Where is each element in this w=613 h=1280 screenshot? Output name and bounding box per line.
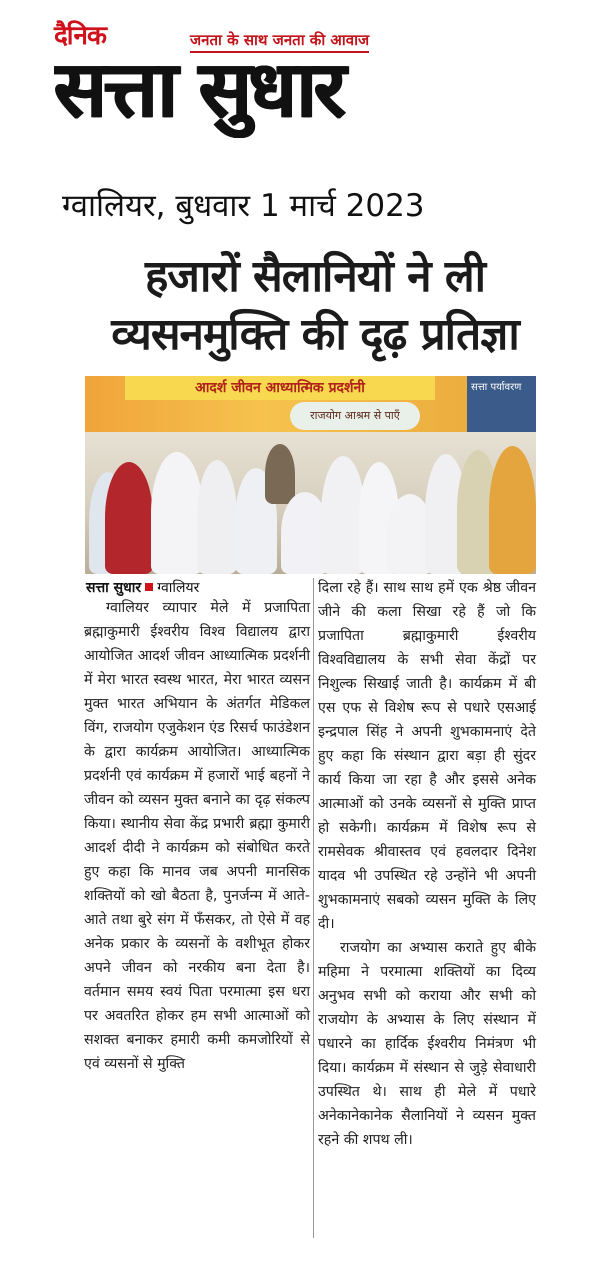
article-headline — [40, 248, 590, 364]
byline-source: सत्ता सुधार — [86, 580, 142, 596]
photo-sign-text: राजयोग आश्रम से पाएँ — [290, 402, 420, 430]
byline-place: ग्वालियर — [157, 580, 200, 596]
article-paragraph: ग्वालियर व्यापार मेले में प्रजापिता ब्रह्माकुमारी ईश्वरीय विश्व विद्यालय द्वारा आयोजित आदर्श जीवन आध्यात्मिक प्रदर्शनी में मेरा भारत स्वस्थ भारत, मेरा भारत व्यसन मुक्त भारत अभियान के अंतर्गत मेडिकल विंग, राजयोग एजुकेशन एंड रिसर्च फाउंडेशन के द्वारा कार्यक्रम आयोजित। आध्यात्मिक प्रदर्शनी एवं कार्यक्रम में हजारों भाई बहनों ने जीवन को व्यसन मुक्त बनाने का दृढ़ संकल्प किया। स्थानीय सेवा केंद्र प्रभारी ब्रह्मा कुमारी आदर्श दीदी ने कार्यक्रम को संबोधित करते हुए कहा कि मानव जब अपनी मानसिक शक्तियों को खो बैठता है, पुनर्जन्म में आते-आते तथा बुरे संग में फँसकर, तो ऐसे में वह अनेक प्रकार के व्यसनों के वशीभूत होकर अपने जीवन को नरकीय बना देता है। वर्तमान समय स्वयं पिता परमात्मा इस धरा पर अवतरित होकर हम सभी आत्माओं को सशक्त बनाकर हमारी कमी कमजोरियों से एवं व्यसनों से मुक्ति — [84, 600, 310, 1072]
article-column-right — [318, 576, 536, 1152]
newspaper-name: सत्ता सुधार — [54, 45, 343, 135]
article-paragraph: राजयोग का अभ्यास कराते हुए बीके महिमा ने परमात्मा शक्तियों का दिव्य अनुभव सभी को कराया और सभी को राजयोग के अभ्यास के लिए संस्थान में पधारने का हार्दिक ईश्वरीय निमंत्रण भी दिया। कार्यक्रम में संस्थान से जुड़े सेवाधारी उपस्थित थे। साथ ही मेले में पधारे अनेकानेकानेक सैलानियों ने व्यसन मुक्त रहने की शपथ ली। — [318, 940, 536, 1148]
dateline: ग्वालियर, बुधवार 1 मार्च 2023 — [62, 188, 425, 224]
person-figure — [265, 444, 295, 504]
person-figure — [105, 462, 153, 574]
photo-crowd — [85, 432, 536, 574]
photo-side-board: सत्ता पर्यावरण — [467, 376, 536, 432]
byline — [86, 578, 199, 597]
person-figure — [151, 452, 203, 574]
article-paragraph: दिला रहे हैं। साथ साथ हमें एक श्रेष्ठ जीवन जीने की कला सिखा रहे हैं जो कि प्रजापिता ब्रह्माकुमारी ईश्वरीय विश्वविद्यालय के सभी सेवा केंद्रों पर निशुल्क सिखाई जाती है। कार्यक्रम में बी एस एफ से विशेष रूप से पधारे एसआई इन्द्रपाल सिंह ने अपनी शुभकामनाएं देते हुए कहा कि संस्थान द्वारा बड़ा ही सुंदर कार्य किया जा रहा है और इससे अनेक आत्माओं को उनके व्यसनों से मुक्ति प्राप्त हो सकेगी। कार्यक्रम में विशेष रूप से रामसेवक श्रीवास्तव एवं हवलदार दिनेश यादव भी उपस्थित रहे उन्होंने भी अपनी शुभकामनाएं सबको व्यसन मुक्ति के लिए दी। — [318, 580, 536, 932]
article-column-left — [84, 596, 310, 1076]
person-figure — [489, 446, 536, 574]
person-figure — [197, 460, 237, 574]
headline-line-1: हजारों सैलानियों ने ली — [144, 251, 486, 302]
photo-banner — [85, 376, 536, 432]
headline-line-2: व्यसनमुक्ति की दृढ़ प्रतिज्ञा — [111, 309, 519, 360]
masthead-prefix: दैनिक — [54, 21, 106, 51]
byline-square-icon — [145, 583, 153, 591]
masthead-tagline: जनता के साथ जनता की आवाज — [190, 30, 369, 53]
column-divider — [313, 578, 314, 1238]
masthead — [38, 14, 598, 136]
photo-banner-text: आदर्श जीवन आध्यात्मिक प्रदर्शनी — [125, 376, 435, 400]
event-photo — [85, 376, 536, 574]
